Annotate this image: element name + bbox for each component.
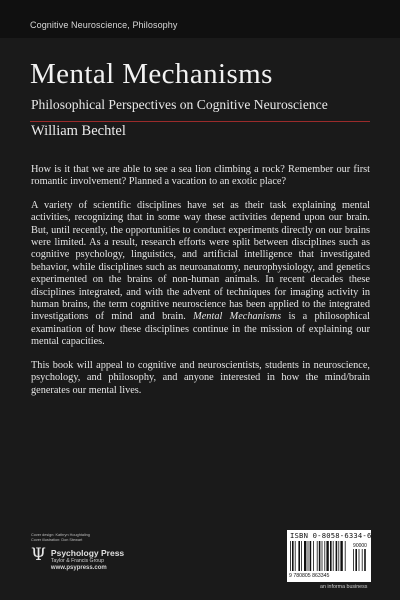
isbn-number: ISBN 0-8058-6334-6 xyxy=(290,531,372,540)
title-divider xyxy=(30,121,370,122)
book-title: Mental Mechanisms xyxy=(30,58,273,90)
category-bar xyxy=(0,0,400,38)
psi-icon: Ψ xyxy=(31,545,46,565)
publisher-url: www.psypress.com xyxy=(50,565,107,571)
blurb-title-emphasis: Mental Mechanisms xyxy=(193,311,282,323)
blurb-paragraph-2 xyxy=(31,200,370,349)
publisher-block xyxy=(31,545,125,572)
category-label: Cognitive Neuroscience, Philosophy xyxy=(30,20,178,30)
informa-tagline: an informa business xyxy=(320,584,368,590)
cover-credits xyxy=(31,533,90,543)
publisher-group: Taylor & Francis Group xyxy=(50,558,104,564)
barcode-icon xyxy=(290,541,368,573)
blurb-paragraph-3: This book will appeal to cognitive and neuroscientists, students in neuroscience, psychology, and philosophy, and anyone interested in how the mind/brain generates our mental lives. xyxy=(31,359,370,396)
back-cover-blurb xyxy=(31,164,370,408)
blurb-paragraph-1: How is it that we are able to see a sea lion climbing a rock? Remember our first romantic involvement? Planned a vacation to an exotic place? xyxy=(31,164,370,188)
author-name: William Bechtel xyxy=(31,123,126,139)
cover-illustration-credit: Cover illustration: Don Stewart xyxy=(31,538,83,542)
isbn-barcode-box xyxy=(287,530,371,582)
book-subtitle: Philosophical Perspectives on Cognitive Neuroscience xyxy=(31,97,328,112)
publisher-name: Psychology Press xyxy=(50,548,125,558)
barcode-addon-digits: 90000 xyxy=(353,543,367,549)
blurb-paragraph-2-text: A variety of scientific disciplines have set as their task explaining mental activities, recognizing that in some way these activities depend upon our brain. But, until recently, the opportunities to conduct experiments directly on our brains were limited. As a result, research efforts were split between disciplines such as cognitive psychology, linguistics, and artificial intelligence that investigated behavior, while disciplines such as neuroanatomy, neurophysiology, and genetics experimented on the brains of non-human animals. In recent decades these disciplines integrated, and with the advent of techniques for imaging activity in human brains, the term cognitive neuroscience has been applied to the integrated investigations of mind and brain. xyxy=(31,199,370,323)
cover-design-credit: Cover design: Kathryn Houghtaling xyxy=(31,533,90,537)
blurb-paragraph-2-tail: is a philosophical examination of how these disciplines continue in the mission of explaining our mental capacities. xyxy=(31,311,371,348)
barcode-digits: 9 780805 863345 xyxy=(289,573,330,579)
